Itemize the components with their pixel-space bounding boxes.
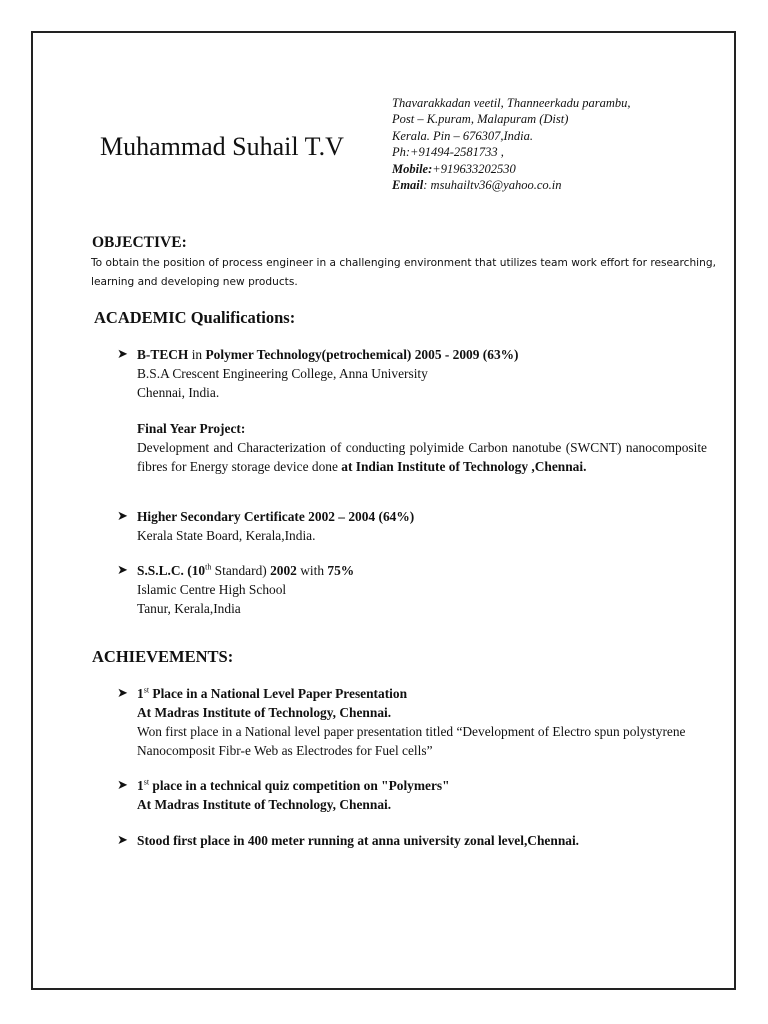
achievement-2-title: 1st place in a technical quiz competition on "Polymers" (137, 777, 450, 793)
sslc-location: Tanur, Kerala,India (137, 601, 241, 616)
hsc-board: Kerala State Board, Kerala,India. (137, 528, 316, 543)
hsc-percent: (64%) (378, 509, 415, 524)
hsc-title: Higher Secondary Certificate 2002 – 2004 (64%) (137, 509, 415, 524)
achievement-1-title: 1st Place in a National Level Paper Presentation (137, 685, 408, 701)
btech-location: Chennai, India. (137, 385, 220, 400)
email-label: Email (392, 178, 424, 193)
sslc-title: S.S.L.C. (10th Standard) 2002 with 75% (137, 562, 355, 578)
btech-degree: B-TECH (137, 347, 189, 362)
sslc-year: 2002 (270, 563, 297, 578)
achievement-1 (137, 684, 707, 760)
achievement-1-desc: Won first place in a National level paper presentation titled “Development of Electro spun polystyrene Nanocomposit Fibr-e Web as Electrodes for Fuel cells” (137, 724, 686, 758)
achievement-3 (137, 831, 717, 850)
mobile-number: +919633202530 (432, 161, 516, 176)
bullet-icon: ➤ (117, 347, 128, 362)
hsc-entry (137, 507, 707, 545)
btech-college: B.S.A Crescent Engineering College, Anna University (137, 366, 428, 381)
bullet-icon: ➤ (117, 686, 128, 701)
bullet-icon: ➤ (117, 778, 128, 793)
sslc-entry (137, 561, 707, 618)
resume-page (31, 31, 736, 990)
mobile-line (392, 161, 732, 177)
btech-entry (137, 345, 707, 476)
btech-in: in (188, 347, 206, 362)
achievement-1-venue: At Madras Institute of Technology, Chennai. (137, 705, 392, 720)
sslc-percent: 75% (327, 563, 355, 578)
phone: Ph:+91494-2581733 , (392, 145, 504, 160)
achievement-2 (137, 776, 707, 814)
address-line-3: Kerala. Pin – 676307,India. (392, 128, 533, 143)
btech-title (137, 345, 707, 364)
bullet-icon: ➤ (117, 509, 128, 524)
objective-text: To obtain the position of process engineer in a challenging environment that utilizes team work effort for researching, learning and developing new products. (91, 257, 716, 288)
sslc-school: Islamic Centre High School (137, 582, 287, 597)
bullet-icon: ➤ (117, 833, 128, 848)
project-text: Development and Characterization of conducting polyimide Carbon nanotube (SWCNT) nanocomposite fibres for Energy storage device done at Indian Institute of Technology ,Chennai. (137, 440, 707, 474)
achievement-3-title: Stood first place in 400 meter running at anna university zonal level,Chennai. (137, 833, 580, 848)
project-heading: Final Year Project: (137, 421, 246, 436)
address-line-1: Thavarakkadan veetil, Thanneerkadu parambu, (392, 96, 631, 110)
email-line (392, 177, 732, 193)
academic-heading: ACADEMIC Qualifications: (94, 308, 296, 327)
objective-heading: OBJECTIVE: (92, 234, 187, 251)
email-address: : msuhailtv36@yahoo.co.in (423, 178, 562, 193)
achievement-2-venue: At Madras Institute of Technology, Chennai. (137, 797, 392, 812)
mobile-label: Mobile: (392, 161, 433, 176)
contact-block (392, 95, 732, 193)
project-place: at Indian Institute of Technology ,Chennai. (341, 459, 587, 474)
address-line-2: Post – K.puram, Malapuram (Dist) (392, 112, 569, 127)
achievements-heading: ACHIEVEMENTS: (92, 647, 234, 666)
bullet-icon: ➤ (117, 563, 128, 578)
btech-field: Polymer Technology(petrochemical) 2005 - 2009 (63%) (205, 347, 519, 362)
candidate-name: Muhammad Suhail T.V (100, 132, 344, 161)
sslc-sup: th (205, 562, 212, 572)
